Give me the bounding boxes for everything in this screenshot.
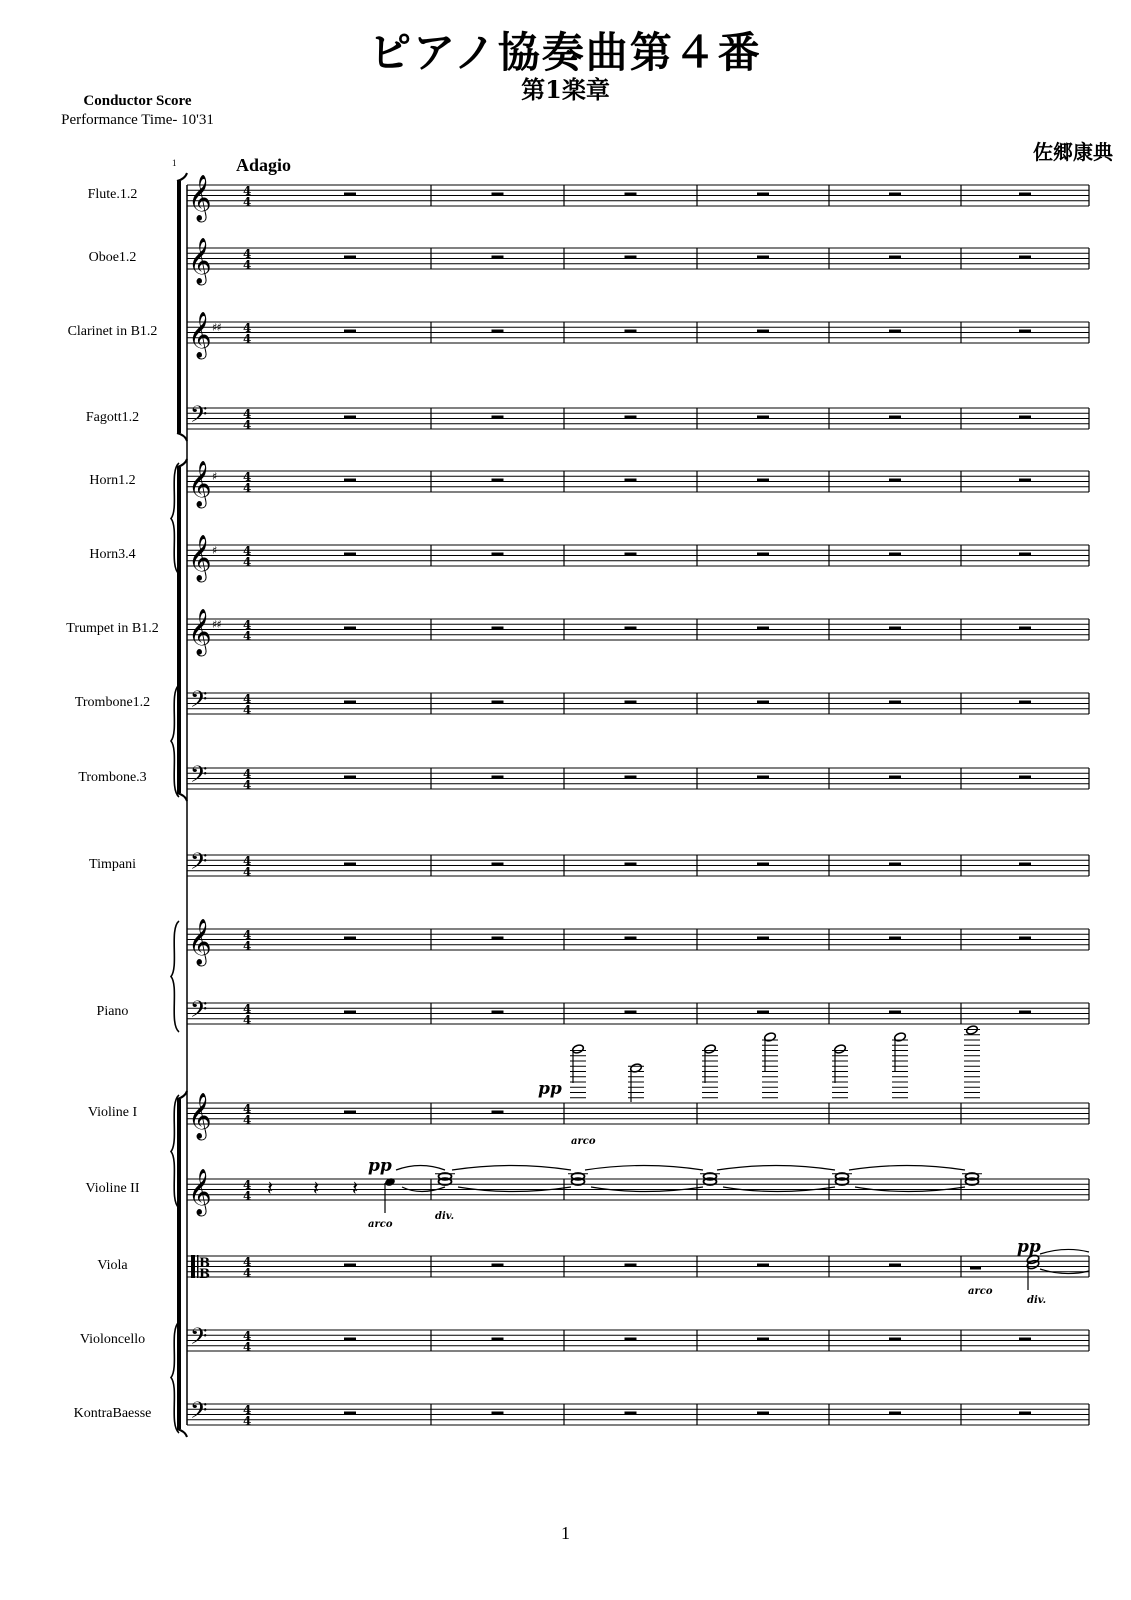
- whole-rest: [1019, 701, 1031, 705]
- staff: [187, 185, 1089, 206]
- alto-clef-icon: B: [199, 1256, 210, 1271]
- tie: [849, 1166, 965, 1171]
- whole-rest: [625, 627, 637, 631]
- whole-rest: [889, 1011, 901, 1015]
- whole-rest: [625, 256, 637, 260]
- bass-clef-icon: 𝄢: [190, 1324, 208, 1355]
- whole-rest: [1019, 416, 1031, 420]
- time-signature-denominator: 4: [243, 1189, 252, 1203]
- whole-rest: [344, 1412, 356, 1416]
- whole-rest: [344, 1338, 356, 1342]
- whole-rest: [1019, 256, 1031, 260]
- whole-rest: [889, 553, 901, 557]
- whole-rest: [889, 863, 901, 867]
- whole-rest: [625, 1011, 637, 1015]
- time-signature-numerator: 4: [243, 321, 252, 335]
- whole-rest: [625, 330, 637, 334]
- instrument-label: Piano: [96, 1004, 129, 1019]
- whole-rest: [889, 1338, 901, 1342]
- key-signature-sharp: ♯: [212, 470, 217, 483]
- whole-rest: [757, 479, 769, 483]
- whole-rest: [492, 1412, 504, 1416]
- whole-rest: [757, 1338, 769, 1342]
- instrument-label: Flute.1.2: [87, 187, 138, 202]
- time-signature-numerator: 4: [243, 544, 252, 558]
- whole-rest: [492, 479, 504, 483]
- instrument-label: Violoncello: [79, 1332, 146, 1347]
- instrument-label: Trombone1.2: [74, 695, 151, 710]
- whole-rest: [1019, 1412, 1031, 1416]
- arco-marking: arco: [968, 1286, 993, 1297]
- staff: [187, 1404, 1089, 1425]
- treble-clef-icon: 𝄞: [188, 238, 212, 284]
- tie: [452, 1166, 571, 1171]
- whole-rest: [492, 416, 504, 420]
- whole-rest: [492, 627, 504, 631]
- whole-rest: [625, 863, 637, 867]
- treble-clef-icon: 𝄞: [188, 312, 212, 358]
- alto-clef-icon: B: [199, 1267, 210, 1282]
- staff: [187, 248, 1089, 269]
- whole-rest: [492, 256, 504, 260]
- time-signature-denominator: 4: [243, 195, 252, 209]
- conductor-score-label: Conductor Score: [83, 93, 192, 109]
- whole-rest: [344, 1264, 356, 1268]
- treble-clef-icon: 𝄞: [188, 175, 212, 221]
- whole-rest: [492, 1011, 504, 1015]
- whole-rest: [492, 776, 504, 780]
- movement-subtitle: 第1楽章: [521, 75, 610, 104]
- whole-rest: [625, 1338, 637, 1342]
- time-signature-numerator: 4: [243, 247, 252, 261]
- whole-rest: [344, 701, 356, 705]
- whole-rest: [889, 193, 901, 197]
- time-signature-numerator: 4: [243, 928, 252, 942]
- whole-rest: [344, 776, 356, 780]
- whole-rest: [1019, 193, 1031, 197]
- tie: [1040, 1249, 1089, 1254]
- whole-rest: [757, 330, 769, 334]
- instrument-label: Violine II: [85, 1181, 140, 1196]
- whole-rest: [1019, 937, 1031, 941]
- bass-clef-icon: 𝄢: [190, 762, 208, 793]
- staff: [187, 1179, 1089, 1200]
- time-signature-denominator: 4: [243, 1113, 252, 1127]
- whole-rest: [344, 256, 356, 260]
- instrument-label: Clarinet in B1.2: [67, 324, 158, 339]
- arco-marking: arco: [368, 1219, 393, 1230]
- bass-clef-icon: 𝄢: [190, 402, 208, 433]
- tie: [585, 1166, 703, 1171]
- bass-clef-icon: 𝄢: [190, 1398, 208, 1429]
- instrument-label: KontraBaesse: [73, 1406, 152, 1421]
- time-signature-denominator: 4: [243, 1414, 252, 1428]
- whole-rest: [492, 553, 504, 557]
- time-signature-numerator: 4: [243, 767, 252, 781]
- instrument-label: Viola: [97, 1258, 128, 1273]
- whole-rest: [757, 1011, 769, 1015]
- whole-rest: [492, 193, 504, 197]
- staff: [187, 855, 1089, 876]
- time-signature-denominator: 4: [243, 258, 252, 272]
- time-signature-denominator: 4: [243, 418, 252, 432]
- time-signature-denominator: 4: [243, 555, 252, 569]
- group-bracket: [177, 173, 187, 181]
- staff: [187, 1003, 1089, 1024]
- whole-rest: [492, 330, 504, 334]
- whole-rest: [889, 1264, 901, 1268]
- half-rest: [970, 1266, 981, 1270]
- key-signature-sharp: ♯♯: [212, 321, 221, 334]
- whole-rest: [757, 1264, 769, 1268]
- whole-rest: [625, 776, 637, 780]
- instrument-label: Violine I: [87, 1105, 138, 1120]
- whole-rest: [625, 193, 637, 197]
- staff: [187, 471, 1089, 492]
- whole-rest: [889, 701, 901, 705]
- quarter-note: [384, 1177, 396, 1187]
- staff-brace: [171, 921, 179, 1032]
- time-signature-numerator: 4: [243, 854, 252, 868]
- bass-clef-icon: 𝄢: [190, 849, 208, 880]
- whole-rest: [344, 863, 356, 867]
- treble-clef-icon: 𝄞: [188, 535, 212, 581]
- tempo-marking: Adagio: [236, 155, 292, 175]
- whole-rest: [1019, 1011, 1031, 1015]
- group-bracket: [177, 433, 187, 441]
- measure-number: 1: [172, 158, 177, 168]
- time-signature-denominator: 4: [243, 865, 252, 879]
- whole-rest: [889, 627, 901, 631]
- time-signature-denominator: 4: [243, 1340, 252, 1354]
- whole-rest: [757, 937, 769, 941]
- whole-rest: [889, 256, 901, 260]
- whole-rest: [757, 863, 769, 867]
- staff: [187, 1330, 1089, 1351]
- whole-rest: [492, 863, 504, 867]
- time-signature-numerator: 4: [243, 618, 252, 632]
- whole-rest: [757, 193, 769, 197]
- whole-rest: [625, 937, 637, 941]
- whole-rest: [492, 937, 504, 941]
- dynamic-pp: pp: [538, 1079, 562, 1099]
- whole-rest: [344, 416, 356, 420]
- instrument-label: Fagott1.2: [85, 410, 140, 425]
- staff: [187, 408, 1089, 429]
- whole-rest: [625, 553, 637, 557]
- whole-rest: [344, 937, 356, 941]
- whole-rest: [889, 1412, 901, 1416]
- quarter-rest: 𝄽: [352, 1176, 359, 1200]
- treble-clef-icon: 𝄞: [188, 1093, 212, 1139]
- time-signature-denominator: 4: [243, 629, 252, 643]
- instrument-label: Trumpet in B1.2: [66, 621, 159, 636]
- staff: [187, 619, 1089, 640]
- whole-rest: [757, 553, 769, 557]
- whole-rest: [1019, 863, 1031, 867]
- whole-rest: [492, 1111, 504, 1115]
- arco-marking: arco: [571, 1136, 596, 1147]
- bass-clef-icon: 𝄢: [190, 687, 208, 718]
- group-bracket: [177, 1099, 181, 1429]
- whole-rest: [625, 701, 637, 705]
- alto-clef-icon: [191, 1255, 195, 1278]
- whole-rest: [757, 256, 769, 260]
- bass-clef-icon: 𝄢: [190, 997, 208, 1028]
- whole-rest: [344, 193, 356, 197]
- treble-clef-icon: 𝄞: [188, 609, 212, 655]
- whole-rest: [492, 1338, 504, 1342]
- staff: [187, 1255, 1089, 1278]
- staff: [187, 1103, 1089, 1124]
- time-signature-numerator: 4: [243, 470, 252, 484]
- group-bracket: [177, 467, 181, 793]
- time-signature-denominator: 4: [243, 1266, 252, 1280]
- time-signature-numerator: 4: [243, 1403, 252, 1417]
- treble-clef-icon: 𝄞: [188, 919, 212, 965]
- whole-rest: [344, 479, 356, 483]
- page-number: 1: [561, 1523, 570, 1543]
- whole-rest: [344, 1111, 356, 1115]
- whole-rest: [757, 1412, 769, 1416]
- time-signature-denominator: 4: [243, 332, 252, 346]
- key-signature-sharp: ♯: [212, 544, 217, 557]
- whole-rest: [1019, 627, 1031, 631]
- instrument-label: Oboe1.2: [88, 250, 137, 265]
- whole-rest: [889, 330, 901, 334]
- whole-rest: [1019, 553, 1031, 557]
- whole-rest: [757, 701, 769, 705]
- time-signature-denominator: 4: [243, 778, 252, 792]
- time-signature-denominator: 4: [243, 1013, 252, 1027]
- whole-rest: [625, 1264, 637, 1268]
- whole-rest: [1019, 330, 1031, 334]
- key-signature-sharp: ♯♯: [212, 618, 221, 631]
- whole-rest: [889, 937, 901, 941]
- tie: [396, 1166, 445, 1171]
- time-signature-numerator: 4: [243, 1255, 252, 1269]
- whole-rest: [757, 627, 769, 631]
- whole-rest: [1019, 479, 1031, 483]
- divisi-marking: div.: [435, 1211, 455, 1222]
- whole-rest: [1019, 1338, 1031, 1342]
- treble-clef-icon: 𝄞: [188, 1169, 212, 1215]
- whole-rest: [625, 479, 637, 483]
- quarter-rest: 𝄽: [267, 1176, 274, 1200]
- staff: [187, 693, 1089, 714]
- staff: [187, 322, 1089, 343]
- time-signature-numerator: 4: [243, 1102, 252, 1116]
- whole-rest: [344, 627, 356, 631]
- time-signature-numerator: 4: [243, 1002, 252, 1016]
- quarter-rest: 𝄽: [313, 1176, 320, 1200]
- divisi-marking: div.: [1027, 1295, 1047, 1306]
- time-signature-denominator: 4: [243, 481, 252, 495]
- instrument-label: Horn3.4: [89, 547, 136, 562]
- time-signature-denominator: 4: [243, 939, 252, 953]
- whole-rest: [1019, 776, 1031, 780]
- time-signature-numerator: 4: [243, 407, 252, 421]
- whole-rest: [625, 1412, 637, 1416]
- tie: [717, 1166, 835, 1171]
- staff: [187, 545, 1089, 566]
- whole-rest: [757, 776, 769, 780]
- dynamic-pp: pp: [1017, 1237, 1041, 1257]
- instrument-label: Trombone.3: [78, 770, 147, 785]
- whole-rest: [757, 416, 769, 420]
- score-title: ピアノ協奏曲第４番: [369, 28, 762, 77]
- time-signature-denominator: 4: [243, 703, 252, 717]
- time-signature-numerator: 4: [243, 184, 252, 198]
- time-signature-numerator: 4: [243, 1178, 252, 1192]
- composer-name: 佐郷康典: [1033, 140, 1113, 164]
- instrument-label: Horn1.2: [89, 473, 136, 488]
- dynamic-pp: pp: [368, 1156, 392, 1176]
- staff: [187, 768, 1089, 789]
- time-signature-numerator: 4: [243, 1329, 252, 1343]
- whole-rest: [492, 1264, 504, 1268]
- whole-rest: [889, 416, 901, 420]
- time-signature-numerator: 4: [243, 692, 252, 706]
- performance-time: Performance Time- 10'31: [61, 112, 214, 128]
- whole-rest: [344, 330, 356, 334]
- whole-rest: [492, 701, 504, 705]
- whole-rest: [625, 416, 637, 420]
- treble-clef-icon: 𝄞: [188, 461, 212, 507]
- whole-rest: [889, 776, 901, 780]
- staff: [187, 929, 1089, 950]
- whole-rest: [344, 1011, 356, 1015]
- whole-rest: [889, 479, 901, 483]
- whole-rest: [344, 553, 356, 557]
- group-bracket: [177, 181, 181, 433]
- instrument-label: Timpani: [89, 857, 136, 872]
